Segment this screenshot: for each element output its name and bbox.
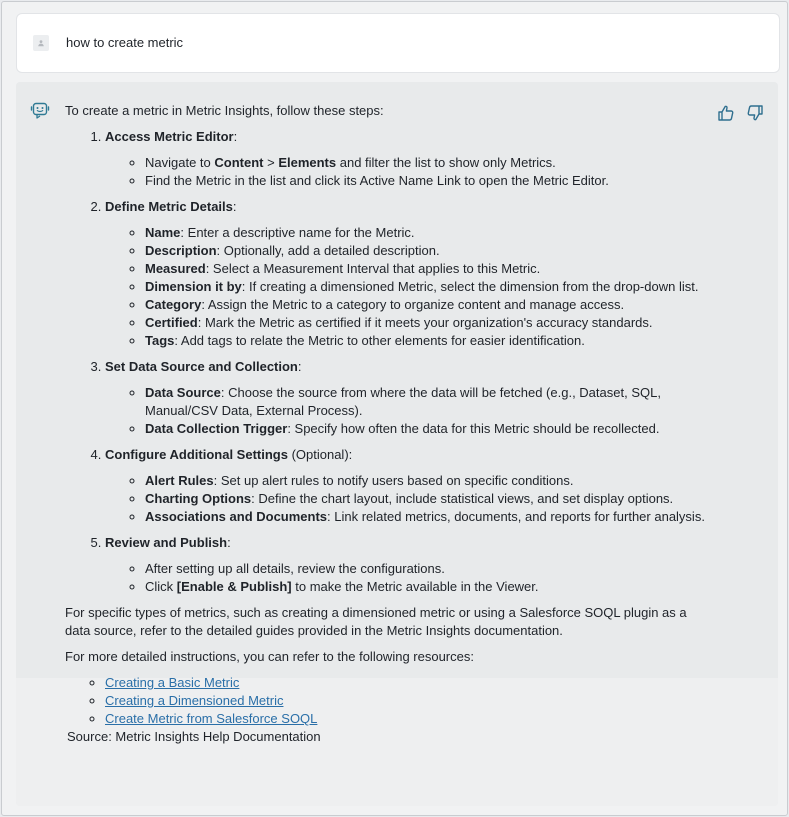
step-sublist — [105, 472, 715, 526]
user-avatar-icon — [33, 35, 49, 51]
step-item: 5. Review and Publish: ◦ After setting up all details, review the configurations. ◦ Click [Enable & Publish] to make the Metric available in the Viewer. — [105, 534, 715, 596]
step-item: 3. Set Data Source and Collection: ◦ Data Source: Choose the source from where the data will be fetched (e.g., Dataset, SQL, Manual/CSV Data, External Process). ◦ Data Collection Trigger: Specify how often the data for this Metric should be recollected. — [105, 358, 715, 438]
chat-window — [1, 1, 788, 816]
step-title: Configure Additional Settings — [105, 447, 288, 462]
list-item — [105, 674, 715, 692]
list-item: ◦ Charting Options: Define the chart layout, include statistical views, and set display options. — [145, 490, 715, 508]
step-sublist — [105, 560, 715, 596]
thumbs-up-icon[interactable] — [717, 104, 735, 122]
list-item: ◦ Category: Assign the Metric to a category to organize content and manage access. — [145, 296, 715, 314]
thumbs-down-icon[interactable] — [746, 104, 764, 122]
list-item: ◦ Dimension it by: If creating a dimensioned Metric, select the dimension from the drop-down list. — [145, 278, 715, 296]
list-item: ◦ Measured: Select a Measurement Interval that applies to this Metric. — [145, 260, 715, 278]
step-title: Access Metric Editor — [105, 129, 234, 144]
step-item: 1. Access Metric Editor: ◦ Navigate to Content > Elements and filter the list to show only Metrics. ◦ Find the Metric in the list and click its Active Name Link to open the Metric Editor. — [105, 128, 715, 190]
list-item: ◦ Click [Enable & Publish] to make the Metric available in the Viewer. — [145, 578, 715, 596]
step-item: 4. Configure Additional Settings (Optional): ◦ Alert Rules: Set up alert rules to notify users based on specific conditions. ◦ Charting Options: Define the chart layout, include statistical views, and set display options. ◦ Associations and Documents: Link related metrics, documents, and reports for further analysis. — [105, 446, 715, 526]
list-item: ◦ Data Source: Choose the source from where the data will be fetched (e.g., Dataset, SQL, Manual/CSV Data, External Process). — [145, 384, 715, 420]
step-sublist — [105, 224, 715, 350]
step-item: 2. Define Metric Details: ◦ Name: Enter a descriptive name for the Metric. ◦ Description: Optionally, add a detailed description. ◦ Measured: Select a Measurement Interval that applies to this Metric. ◦ Dimension it by: If creating a dimensioned Metric, select the dimension from the drop-down list. ◦ Category: Assign the Metric to a category to organize content and manage access. ◦ Certified: Mark the Metric as certified if it meets your organization's accuracy standards. ◦ Tags: Add tags to relate the Metric to other elements for easier identification. — [105, 198, 715, 350]
list-item: ◦ Description: Optionally, add a detailed description. — [145, 242, 715, 260]
step-title: Define Metric Details — [105, 199, 233, 214]
question-text: how to create metric — [66, 35, 184, 50]
list-item — [105, 692, 715, 710]
list-item: ◦ Navigate to Content > Elements and filter the list to show only Metrics. — [145, 154, 715, 172]
list-item: ◦ Alert Rules: Set up alert rules to notify users based on specific conditions. — [145, 472, 715, 490]
list-item — [105, 710, 715, 728]
user-question-card — [16, 13, 780, 73]
list-item: ◦ Name: Enter a descriptive name for the Metric. — [145, 224, 715, 242]
link-creating-basic-metric[interactable]: Creating a Basic Metric — [105, 675, 240, 690]
steps-list — [65, 128, 715, 596]
step-title: Review and Publish — [105, 535, 228, 550]
list-item: ◦ After setting up all details, review the configurations. — [145, 560, 715, 578]
answer-paragraph: For specific types of metrics, such as creating a dimensioned metric or using a Salesforce SOQL plugin as a data source, refer to the detailed guides provided in the Metric Insights documentation. — [65, 605, 687, 638]
assistant-answer-card — [16, 82, 778, 806]
answer-content — [65, 102, 715, 746]
list-item: ◦ Find the Metric in the list and click its Active Name Link to open the Metric Editor. — [145, 172, 715, 190]
answer-paragraph: For more detailed instructions, you can refer to the following resources: — [65, 649, 474, 664]
step-title: Set Data Source and Collection — [105, 359, 298, 374]
chatbot-icon — [30, 101, 50, 121]
list-item: ◦ Data Collection Trigger: Specify how often the data for this Metric should be recollected. — [145, 420, 715, 438]
list-item: ◦ Associations and Documents: Link related metrics, documents, and reports for further analysis. — [145, 508, 715, 526]
link-creating-dimensioned-metric[interactable]: Creating a Dimensioned Metric — [105, 693, 284, 708]
link-metric-from-soql[interactable]: Create Metric from Salesforce SOQL — [105, 711, 318, 726]
resource-links — [65, 674, 715, 728]
source-note: Source: Metric Insights Help Documentation — [67, 729, 321, 744]
step-sublist — [105, 154, 715, 190]
list-item: ◦ Certified: Mark the Metric as certified if it meets your organization's accuracy standards. — [145, 314, 715, 332]
answer-intro: To create a metric in Metric Insights, follow these steps: — [65, 103, 384, 118]
list-item: ◦ Tags: Add tags to relate the Metric to other elements for easier identification. — [145, 332, 715, 350]
step-sublist — [105, 384, 715, 438]
